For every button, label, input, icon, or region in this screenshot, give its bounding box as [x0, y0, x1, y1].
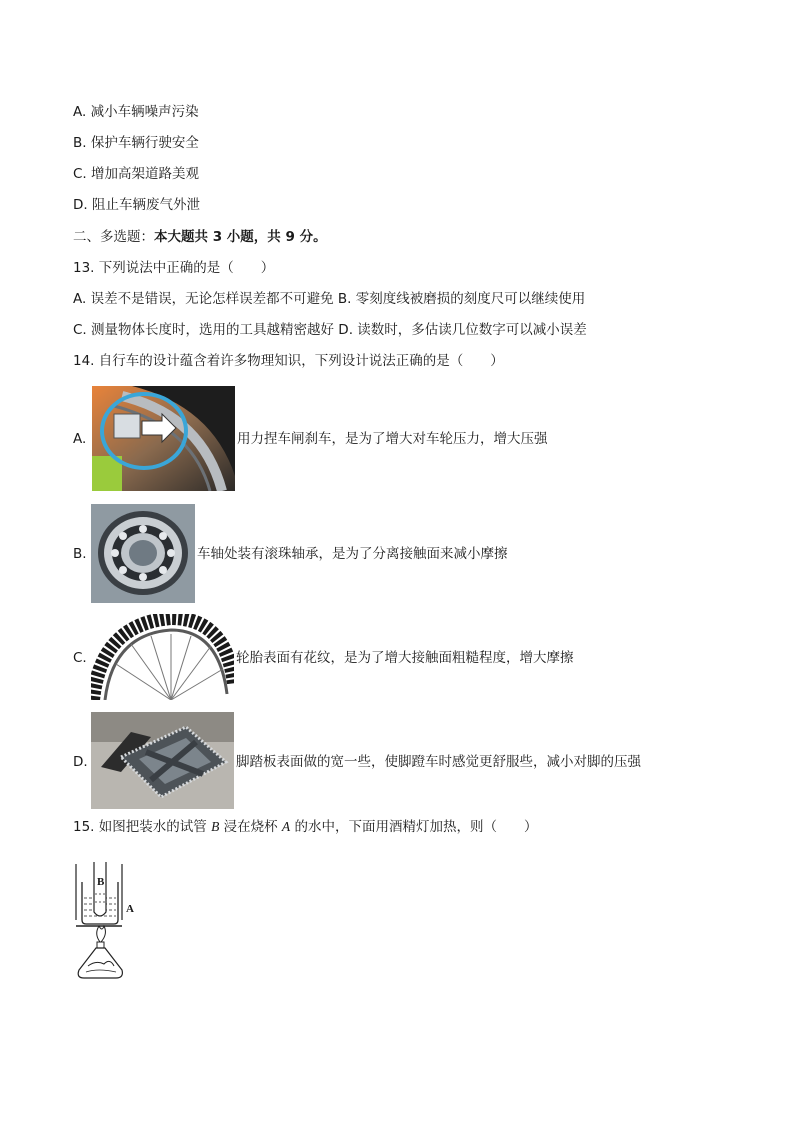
q13-options-row-2: C. 测量物体长度时，选用的工具越精密越好 D. 读数时，多估读几位数字可以减小误差: [73, 322, 587, 338]
q15-stem-part-2: 浸在烧杯: [219, 819, 282, 835]
q12-option-c: C. 增加高架道路美观: [73, 166, 200, 182]
q14-option-a-letter: A.: [73, 431, 87, 447]
test-tube-label: B: [97, 876, 105, 888]
q12-option-b: B. 保护车辆行驶安全: [73, 135, 199, 151]
section-heading: [73, 228, 327, 246]
q13-stem: 13. 下列说法中正确的是（ ）: [73, 260, 275, 276]
brake-photo: [92, 386, 235, 491]
q12-option-a: A. 减小车辆噪声污染: [73, 104, 199, 120]
ball-bearing-photo: [91, 504, 195, 603]
q15-var-b: B: [211, 819, 220, 834]
q14-option-c-letter: C.: [73, 650, 87, 666]
q14-option-a-text: 用力捏车闸刹车，是为了增大对车轮压力，增大压强: [237, 431, 548, 447]
beaker-label: A: [126, 903, 134, 915]
heating-apparatus-diagram: [74, 860, 144, 982]
q15-stem: [73, 818, 537, 836]
section-prefix: 二、多选题：: [73, 229, 154, 245]
q12-option-d: D. 阻止车辆废气外泄: [73, 197, 200, 213]
pedal-photo: [91, 712, 234, 809]
q14-option-d-text: 脚踏板表面做的宽一些，使脚蹬车时感觉更舒服些，减小对脚的压强: [236, 754, 641, 770]
q14-option-c-text: 轮胎表面有花纹，是为了增大接触面粗糙程度，增大摩擦: [236, 650, 574, 666]
q15-var-a: A: [281, 819, 291, 834]
section-body: 本大题共 3 小题，共 9 分。: [154, 229, 327, 245]
tire-photo: [91, 614, 234, 700]
q15-stem-part-1: 15. 如图把装水的试管: [73, 819, 212, 835]
q13-options-row-1: A. 误差不是错误，无论怎样误差都不可避免 B. 零刻度线被磨损的刻度尺可以继续使用: [73, 291, 586, 307]
q14-option-b-letter: B.: [73, 546, 87, 562]
q15-stem-part-3: 的水中，下面用酒精灯加热，则（ ）: [290, 819, 538, 835]
q14-option-b-text: 车轴处装有滚珠轴承，是为了分离接触面来减小摩擦: [197, 546, 508, 562]
q14-stem: 14. 自行车的设计蕴含着许多物理知识，下列设计说法正确的是（ ）: [73, 353, 504, 369]
q14-option-d-letter: D.: [73, 754, 88, 770]
